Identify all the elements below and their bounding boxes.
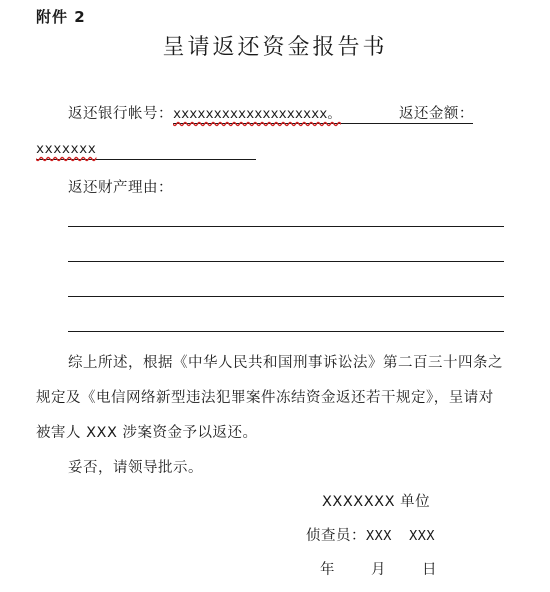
document-title: 呈请返还资金报告书 (162, 35, 388, 60)
account-field (173, 105, 473, 124)
reason-label: 返还财产理由： (68, 180, 173, 196)
reason-line-2 (68, 261, 504, 262)
account-row (68, 102, 473, 124)
date-row (320, 558, 437, 579)
signature-unit: XXXXXXX 单位 (322, 494, 431, 510)
date-month: 月 (371, 562, 386, 578)
date-day: 日 (422, 562, 437, 578)
investigator-names: XXX XXX (366, 528, 436, 544)
reason-line-3 (68, 296, 504, 297)
investigator-label: 侦查员： (306, 528, 366, 544)
amount-label: 返还金额： (398, 106, 474, 122)
amount-field (36, 140, 256, 160)
investigator-row (306, 524, 435, 545)
closing-text: 妥否，请领导批示。 (68, 460, 203, 476)
account-label: 返还银行帐号： (68, 106, 173, 122)
date-year: 年 (320, 562, 335, 578)
amount-value: xxxxxxx (36, 141, 97, 157)
account-value: xxxxxxxxxxxxxxxxxxx。 (173, 106, 341, 122)
reason-line-1 (68, 226, 504, 227)
reason-line-4 (68, 331, 504, 332)
body-paragraph: 综上所述，根据《中华人民共和国刑事诉讼法》第二百三十四条之规定及《电信网络新型违法犯罪案件冻结资金返还若干规定》，呈请对被害人 XXX 涉案资金予以返还。 (36, 355, 503, 441)
attachment-label: 附件 2 (36, 8, 86, 26)
